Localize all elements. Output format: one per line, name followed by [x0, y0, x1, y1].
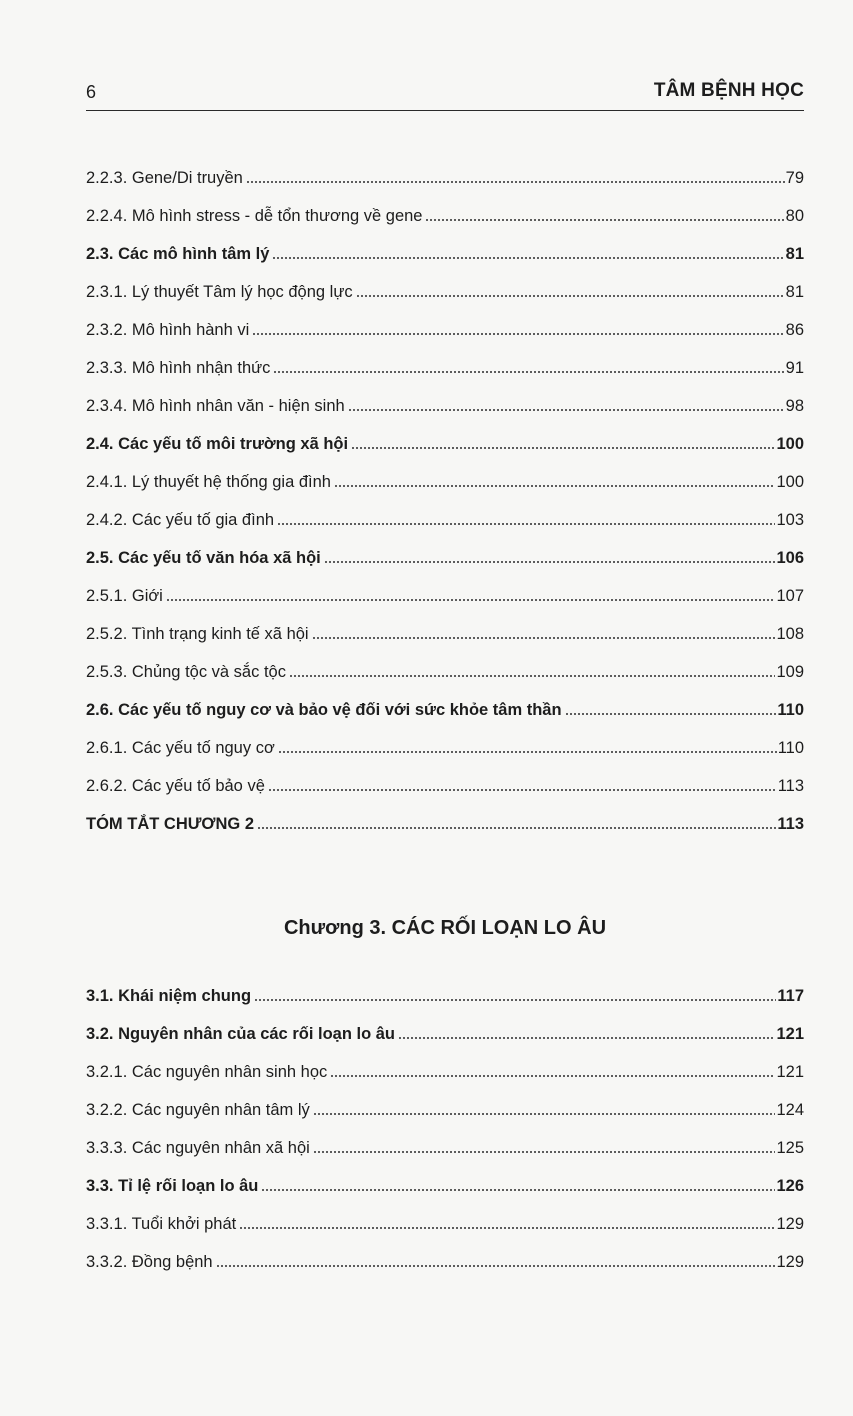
toc-entry — [86, 158, 804, 188]
dot-leader — [565, 712, 777, 716]
dot-leader — [398, 1036, 775, 1040]
dot-leader — [239, 1226, 775, 1230]
toc-entry-title: TÓM TẮT CHƯƠNG 2 — [86, 815, 255, 833]
toc-entry-title: 2.5. Các yếu tố văn hóa xã hội — [86, 549, 321, 567]
toc-entry-title: 3.3. Tỉ lệ rối loạn lo âu — [86, 1177, 259, 1195]
toc-entry — [86, 462, 804, 492]
toc-entry-page: 113 — [777, 777, 804, 795]
toc-entry — [86, 348, 804, 378]
toc-entry — [86, 196, 804, 226]
toc-section — [86, 976, 804, 1006]
toc-entry — [86, 728, 804, 758]
toc-entry — [86, 766, 804, 796]
toc-entry-page: 121 — [776, 1025, 804, 1043]
dot-leader — [324, 560, 776, 564]
dot-leader — [252, 332, 784, 336]
toc-section — [86, 234, 804, 264]
toc-entry-page: 129 — [776, 1215, 804, 1233]
toc-entry-title: 2.2.3. Gene/Di truyền — [86, 169, 243, 187]
toc-entry-page: 80 — [785, 207, 804, 225]
dot-leader — [356, 294, 785, 298]
toc-entry-page: 113 — [777, 815, 804, 833]
toc-entry-title: 3.3.3. Các nguyên nhân xã hội — [86, 1139, 310, 1157]
toc-entry-title: 2.2.4. Mô hình stress - dễ tổn thương về gene — [86, 207, 423, 225]
toc-entry — [86, 1090, 804, 1120]
dot-leader — [425, 218, 784, 222]
dot-leader — [277, 522, 775, 526]
toc-entry-title: 2.4.1. Lý thuyết hệ thống gia đình — [86, 473, 331, 491]
toc-entry-page: 109 — [776, 663, 804, 681]
toc-entry-title: 2.5.1. Giới — [86, 587, 163, 605]
dot-leader — [312, 636, 776, 640]
dot-leader — [246, 180, 785, 184]
dot-leader — [257, 826, 776, 830]
dot-leader — [351, 446, 775, 450]
dot-leader — [273, 370, 784, 374]
dot-leader — [289, 674, 776, 678]
dot-leader — [216, 1264, 776, 1268]
toc-entry-title: 2.5.3. Chủng tộc và sắc tộc — [86, 663, 286, 681]
dot-leader — [254, 998, 776, 1002]
toc-entry — [86, 310, 804, 340]
toc-entry-title: 2.3.3. Mô hình nhận thức — [86, 359, 271, 377]
toc-entry-title: 3.3.2. Đồng bệnh — [86, 1253, 213, 1271]
toc-entry — [86, 614, 804, 644]
toc-entry-page: 129 — [776, 1253, 804, 1271]
dot-leader — [272, 256, 784, 260]
toc-entry-page: 121 — [776, 1063, 804, 1081]
toc-entry-page: 108 — [776, 625, 804, 643]
toc-entry — [86, 576, 804, 606]
toc-entry-page: 126 — [776, 1177, 804, 1195]
dot-leader — [166, 598, 776, 602]
toc-entry-title: 2.4.2. Các yếu tố gia đình — [86, 511, 275, 529]
toc-entry-page: 107 — [776, 587, 804, 605]
toc-entry-page: 100 — [776, 435, 804, 453]
toc-section — [86, 424, 804, 454]
toc-entry — [86, 652, 804, 682]
dot-leader — [313, 1150, 776, 1154]
toc-section — [86, 538, 804, 568]
dot-leader — [313, 1112, 776, 1116]
running-title: TÂM BỆNH HỌC — [653, 80, 804, 101]
toc-entry-title: 2.3.2. Mô hình hành vi — [86, 321, 250, 339]
dot-leader — [330, 1074, 775, 1078]
page-number: 6 — [86, 82, 97, 102]
toc-entry-page: 100 — [776, 473, 804, 491]
chapter-heading: Chương 3. CÁC RỐI LOẠN LO ÂU — [283, 917, 607, 939]
toc-entry-title: 2.3.4. Mô hình nhân văn - hiện sinh — [86, 397, 345, 415]
toc-entry-page: 81 — [785, 245, 804, 263]
toc-entry-title: 3.3.1. Tuổi khởi phát — [86, 1215, 237, 1233]
toc-entry-title: 3.2. Nguyên nhân của các rối loạn lo âu — [86, 1025, 395, 1043]
dot-leader — [278, 750, 777, 754]
toc-entry — [86, 500, 804, 530]
toc-entry-page: 110 — [777, 739, 804, 757]
toc-entry-page: 110 — [777, 701, 804, 719]
toc-entry-page: 103 — [776, 511, 804, 529]
toc-entry — [86, 386, 804, 416]
toc-entry-title: 2.3. Các mô hình tâm lý — [86, 245, 270, 263]
toc-entry-page: 86 — [785, 321, 804, 339]
dot-leader — [348, 408, 785, 412]
toc-entry-title: 2.4. Các yếu tố môi trường xã hội — [86, 435, 349, 453]
toc-entry-title: 3.2.2. Các nguyên nhân tâm lý — [86, 1101, 310, 1119]
dot-leader — [268, 788, 777, 792]
toc-entry-title: 2.5.2. Tình trạng kinh tế xã hội — [86, 625, 309, 643]
toc-section — [86, 804, 804, 834]
toc-entry-title: 3.1. Khái niệm chung — [86, 987, 252, 1005]
dot-leader — [334, 484, 776, 488]
toc-entry-page: 117 — [777, 987, 804, 1005]
toc-entry-title: 2.6.1. Các yếu tố nguy cơ — [86, 739, 275, 757]
toc-entry-title: 2.3.1. Lý thuyết Tâm lý học động lực — [86, 283, 353, 301]
toc-entry-page: 124 — [776, 1101, 804, 1119]
toc-section — [86, 690, 804, 720]
toc-entry-title: 3.2.1. Các nguyên nhân sinh học — [86, 1063, 328, 1081]
page-header — [86, 74, 804, 111]
toc-entry-page: 125 — [776, 1139, 804, 1157]
toc-section — [86, 1014, 804, 1044]
toc-entry — [86, 272, 804, 302]
toc-entry — [86, 1242, 804, 1272]
toc-section — [86, 1166, 804, 1196]
toc-entry-page: 79 — [785, 169, 804, 187]
toc-entry-page: 91 — [785, 359, 804, 377]
toc-entry-page: 81 — [785, 283, 804, 301]
dot-leader — [261, 1188, 775, 1192]
toc-entry-page: 106 — [776, 549, 804, 567]
toc-entry — [86, 1052, 804, 1082]
toc-entry-title: 2.6.2. Các yếu tố bảo vệ — [86, 777, 265, 795]
toc-entry — [86, 1128, 804, 1158]
toc-entry-page: 98 — [785, 397, 804, 415]
toc-entry-title: 2.6. Các yếu tố nguy cơ và bảo vệ đối với sức khỏe tâm thần — [86, 701, 562, 719]
toc-entry — [86, 1204, 804, 1234]
